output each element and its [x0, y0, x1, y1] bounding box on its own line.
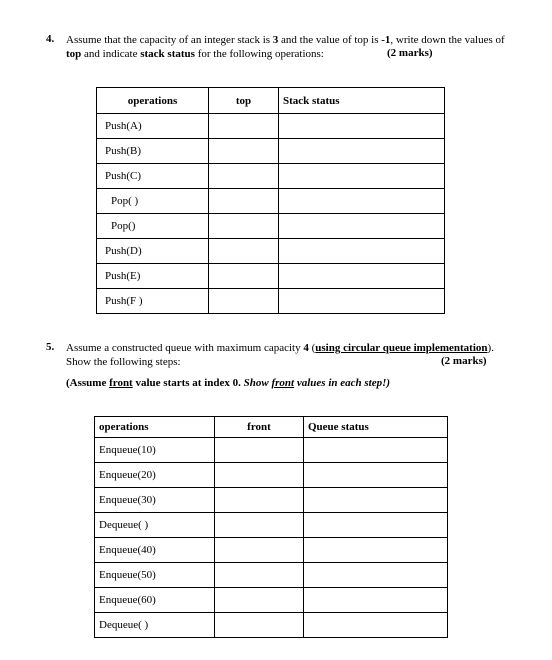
q4-line2: [66, 47, 324, 61]
status-cell[interactable]: [279, 289, 445, 314]
operation-cell: Pop(): [97, 214, 209, 239]
status-cell[interactable]: [304, 538, 448, 563]
q5-capacity: 4: [303, 342, 309, 354]
answer-cell[interactable]: [209, 114, 279, 139]
answer-cell[interactable]: [209, 264, 279, 289]
table-row: [97, 114, 445, 139]
q5-note: [66, 376, 390, 390]
q4-text: for the following operations:: [194, 48, 324, 60]
q4-text: and the value of top is: [278, 34, 382, 46]
table-row: [95, 563, 448, 588]
answer-cell[interactable]: [209, 289, 279, 314]
answer-cell[interactable]: [209, 189, 279, 214]
q5-note-text: Show: [243, 377, 272, 389]
table-row: [97, 239, 445, 264]
status-cell[interactable]: [279, 189, 445, 214]
status-cell[interactable]: [279, 164, 445, 189]
q4-text: Assume that the capacity of an integer stack is: [66, 34, 273, 46]
q4-line1: [66, 33, 526, 47]
q4-capacity: 3: [272, 34, 279, 46]
answer-cell[interactable]: [215, 613, 304, 638]
header-operations: operations: [95, 417, 215, 438]
operation-cell: Push(C): [97, 164, 209, 189]
answer-cell[interactable]: [209, 164, 279, 189]
header-stack-status: Stack status: [279, 88, 445, 114]
operation-cell: Enqueue(50): [95, 563, 215, 588]
operation-cell: Dequeue( ): [95, 613, 215, 638]
q5-number: 5.: [46, 341, 55, 353]
table-row: [97, 189, 445, 214]
status-cell[interactable]: [279, 264, 445, 289]
q4-top-word: top: [66, 48, 82, 60]
table-row: [95, 438, 448, 463]
operation-cell: Enqueue(60): [95, 588, 215, 613]
table-row: [97, 164, 445, 189]
operation-cell: Push(B): [97, 139, 209, 164]
table-row: [97, 214, 445, 239]
header-operations: operations: [97, 88, 209, 114]
answer-cell[interactable]: [209, 239, 279, 264]
answer-cell[interactable]: [215, 488, 304, 513]
table-row: [95, 513, 448, 538]
q4-text: , write down the values of: [390, 34, 505, 46]
header-front: front: [215, 417, 304, 438]
stack-table: [96, 87, 445, 314]
q4-marks: (2 marks): [387, 47, 433, 59]
status-cell[interactable]: [304, 563, 448, 588]
table-row: [95, 613, 448, 638]
answer-cell[interactable]: [209, 214, 279, 239]
operation-cell: Push(E): [97, 264, 209, 289]
operation-cell: Push(D): [97, 239, 209, 264]
q5-note-front: front: [109, 377, 133, 389]
answer-cell[interactable]: [215, 438, 304, 463]
q5-line1: [66, 341, 526, 355]
queue-table-header: [95, 417, 448, 438]
status-cell[interactable]: [279, 114, 445, 139]
status-cell[interactable]: [304, 488, 448, 513]
table-row: [97, 289, 445, 314]
q5-text: (: [308, 342, 316, 354]
table-row: [95, 463, 448, 488]
q5-text: ).: [487, 342, 494, 354]
table-row: [97, 139, 445, 164]
operation-cell: Push(A): [97, 114, 209, 139]
header-top: top: [209, 88, 279, 114]
answer-cell[interactable]: [209, 139, 279, 164]
answer-cell[interactable]: [215, 588, 304, 613]
q5-line2: Show the following steps:: [66, 356, 181, 368]
q4-number: 4.: [46, 33, 55, 45]
answer-cell[interactable]: [215, 538, 304, 563]
q4-top-value: -1: [381, 34, 391, 46]
table-row: [95, 588, 448, 613]
queue-table: [94, 416, 448, 638]
answer-cell[interactable]: [215, 463, 304, 488]
q5-text: Assume a constructed queue with maximum capacity: [66, 342, 304, 354]
table-row: [97, 264, 445, 289]
answer-cell[interactable]: [215, 513, 304, 538]
status-cell[interactable]: [304, 438, 448, 463]
status-cell[interactable]: [304, 588, 448, 613]
operation-cell: Pop( ): [97, 189, 209, 214]
operation-cell: Enqueue(20): [95, 463, 215, 488]
answer-cell[interactable]: [215, 563, 304, 588]
status-cell[interactable]: [279, 239, 445, 264]
status-cell[interactable]: [304, 613, 448, 638]
table-row: [95, 538, 448, 563]
status-cell[interactable]: [279, 214, 445, 239]
q5-implementation: using circular queue implementation: [315, 342, 488, 354]
stack-table-header: [97, 88, 445, 114]
table-row: [95, 488, 448, 513]
operation-cell: Push(F ): [97, 289, 209, 314]
q5-note-text: values in each step!): [294, 377, 391, 389]
q4-status-word: stack status: [140, 48, 195, 60]
q4-text: and indicate: [81, 48, 141, 60]
status-cell[interactable]: [304, 513, 448, 538]
q5-note-text: (Assume: [66, 377, 110, 389]
operation-cell: Dequeue( ): [95, 513, 215, 538]
operation-cell: Enqueue(10): [95, 438, 215, 463]
q5-marks: (2 marks): [441, 355, 487, 367]
q5-note-front: front: [271, 377, 295, 389]
q5-note-text: value starts at index 0.: [132, 377, 244, 389]
header-queue-status: Queue status: [304, 417, 448, 438]
operation-cell: Enqueue(30): [95, 488, 215, 513]
status-cell[interactable]: [304, 463, 448, 488]
operation-cell: Enqueue(40): [95, 538, 215, 563]
status-cell[interactable]: [279, 139, 445, 164]
